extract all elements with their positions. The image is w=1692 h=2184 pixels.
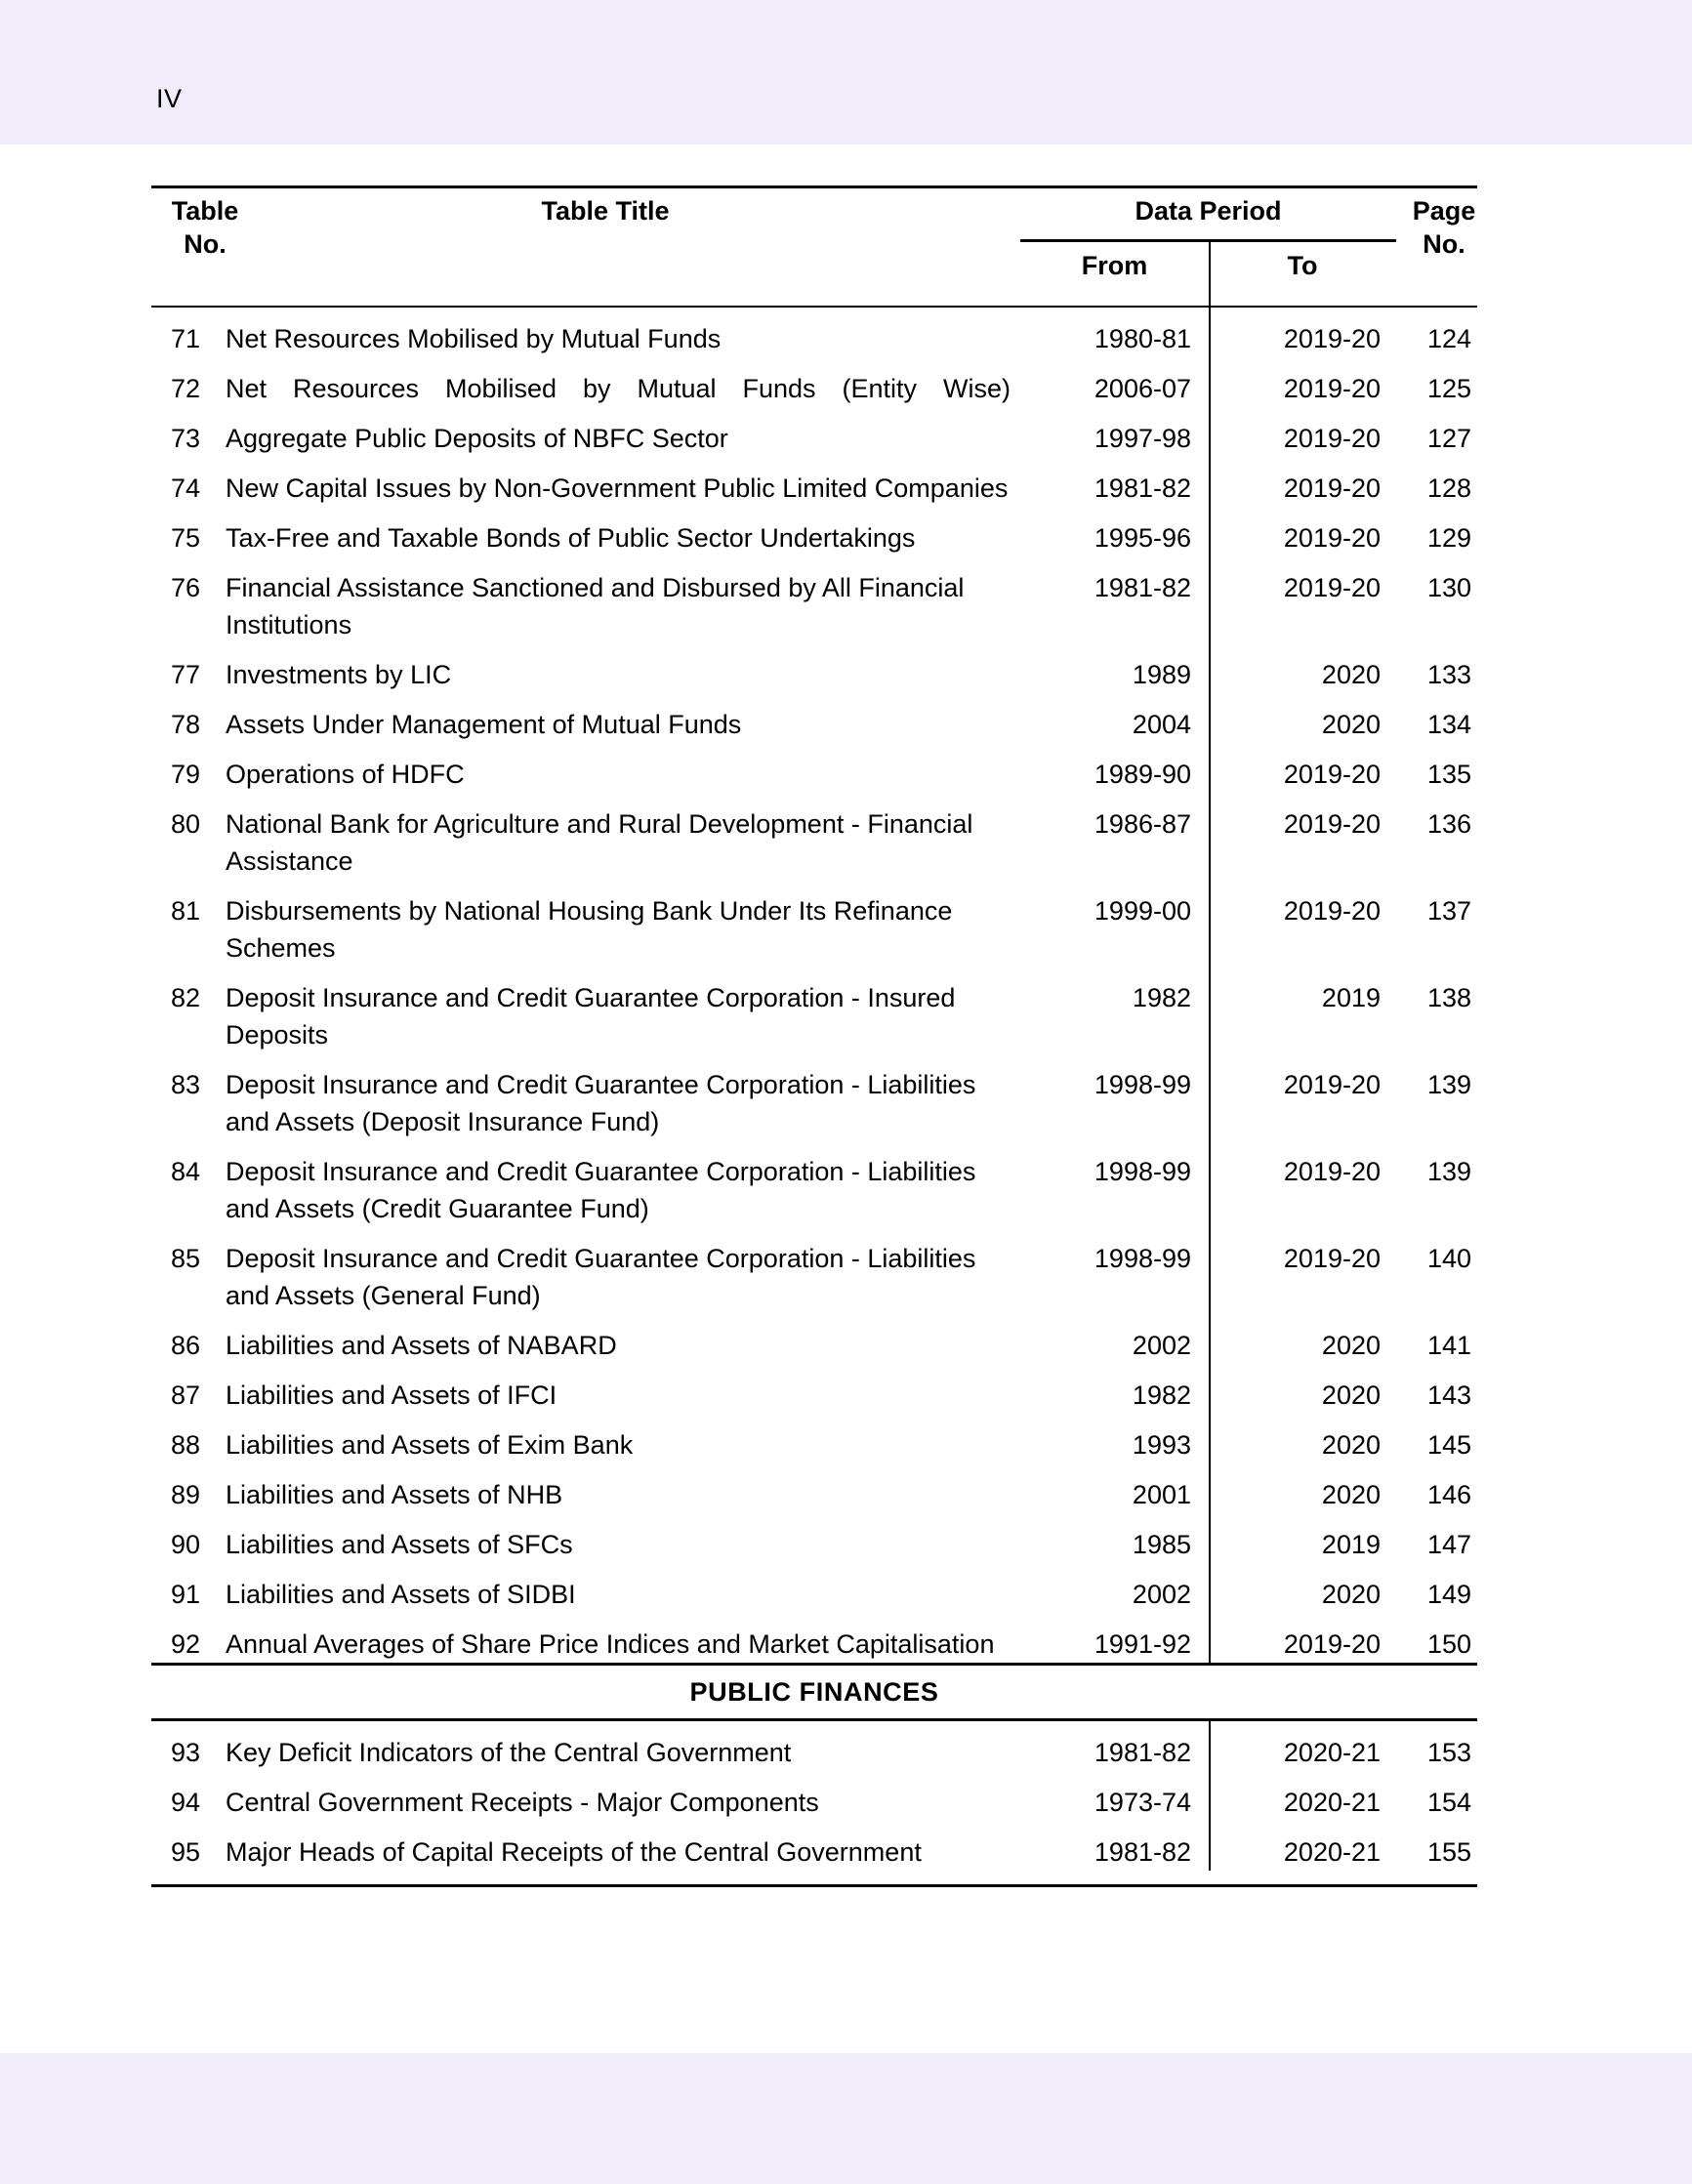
cell-table-title[interactable]: Investments by LIC xyxy=(226,660,452,689)
table-row[interactable] xyxy=(151,967,1477,1053)
cell-to: 2019-20 xyxy=(1283,324,1381,353)
cell-table-no: 76 xyxy=(170,573,200,602)
header-from: From xyxy=(1081,251,1148,280)
cell-page-no: 146 xyxy=(1426,1480,1471,1509)
cell-to: 2019-20 xyxy=(1283,523,1381,553)
cell-table-title[interactable]: Liabilities and Assets of SFCs xyxy=(226,1530,573,1559)
cell-from: 1997-98 xyxy=(1094,424,1191,453)
cell-table-title[interactable]: New Capital Issues by Non-Government Public Limited Companies xyxy=(226,474,1009,503)
cell-page-no: 150 xyxy=(1426,1629,1471,1659)
cell-to: 2019-20 xyxy=(1283,374,1381,403)
table-row[interactable] xyxy=(151,357,1477,407)
table-row[interactable] xyxy=(151,1314,1477,1364)
cell-table-title[interactable]: Liabilities and Assets of IFCI xyxy=(226,1380,557,1410)
cell-table-title[interactable]: Tax-Free and Taxable Bonds of Public Sector Undertakings xyxy=(226,523,916,553)
cell-table-no: 80 xyxy=(170,809,200,839)
cell-from: 1998-99 xyxy=(1094,1157,1191,1186)
cell-table-no: 91 xyxy=(170,1580,200,1609)
cell-to: 2019-20 xyxy=(1283,1157,1381,1186)
table-row[interactable] xyxy=(151,643,1477,693)
cell-from: 2006-07 xyxy=(1094,374,1191,403)
cell-table-title[interactable]: Key Deficit Indicators of the Central Government xyxy=(226,1738,792,1767)
cell-table-no: 82 xyxy=(170,983,200,1012)
header-page-no-line2: No. xyxy=(1423,229,1465,259)
cell-table-no: 78 xyxy=(170,710,200,739)
header-table-no xyxy=(151,194,259,261)
cell-table-title[interactable]: Central Government Receipts - Major Components xyxy=(226,1788,819,1817)
cell-to: 2019-20 xyxy=(1283,1070,1381,1099)
cell-from: 1999-00 xyxy=(1094,896,1191,926)
cell-page-no: 130 xyxy=(1426,573,1471,602)
table-row[interactable] xyxy=(151,457,1477,507)
folio-page-number: IV xyxy=(156,84,183,113)
table-row[interactable] xyxy=(151,556,1477,643)
table-row[interactable] xyxy=(151,1463,1477,1513)
cell-to: 2019-20 xyxy=(1283,1244,1381,1273)
cell-page-no: 138 xyxy=(1426,983,1471,1012)
cell-table-title[interactable]: Deposit Insurance and Credit Guarantee Corporation - Insured Deposits xyxy=(226,983,956,1050)
cell-from: 1998-99 xyxy=(1094,1070,1191,1099)
cell-table-title[interactable]: Operations of HDFC xyxy=(226,760,465,789)
cell-from: 1986-87 xyxy=(1094,809,1191,839)
cell-page-no: 147 xyxy=(1426,1530,1471,1559)
cell-to: 2020 xyxy=(1321,1331,1381,1360)
cell-to: 2020 xyxy=(1321,1380,1381,1410)
table-body-public-finances xyxy=(151,1721,1477,1871)
cell-table-title[interactable]: Liabilities and Assets of SIDBI xyxy=(226,1580,576,1609)
cell-table-no: 87 xyxy=(170,1380,200,1410)
cell-table-no: 79 xyxy=(170,760,200,789)
table-row[interactable] xyxy=(151,793,1477,880)
cell-from: 1993 xyxy=(1132,1430,1191,1460)
cell-from: 1995-96 xyxy=(1094,523,1191,553)
cell-table-no: 90 xyxy=(170,1530,200,1559)
cell-table-title[interactable]: Disbursements by National Housing Bank Under Its Refinance Schemes xyxy=(226,896,953,963)
cell-table-title[interactable]: Deposit Insurance and Credit Guarantee Corporation - Liabilities and Assets (Deposit Insurance Fund) xyxy=(226,1070,976,1136)
cell-page-no: 139 xyxy=(1426,1070,1471,1099)
cell-table-title[interactable]: Annual Averages of Share Price Indices and Market Capitalisation xyxy=(226,1629,995,1659)
section-heading-public-finances: PUBLIC FINANCES xyxy=(689,1677,939,1707)
cell-table-no: 73 xyxy=(170,424,200,453)
page-top-band xyxy=(0,0,1692,144)
cell-table-no: 83 xyxy=(170,1070,200,1099)
table-bottom-spacer xyxy=(151,1871,1477,1884)
table-row[interactable] xyxy=(151,880,1477,967)
table-row[interactable] xyxy=(151,1563,1477,1613)
table-row[interactable] xyxy=(151,693,1477,743)
cell-page-no: 135 xyxy=(1426,760,1471,789)
table-row[interactable] xyxy=(151,1613,1477,1663)
cell-page-no: 133 xyxy=(1426,660,1471,689)
cell-table-no: 92 xyxy=(170,1629,200,1659)
header-data-period: Data Period xyxy=(1135,196,1282,226)
cell-page-no: 129 xyxy=(1426,523,1471,553)
cell-from: 1989-90 xyxy=(1094,760,1191,789)
header-page-no xyxy=(1411,194,1477,261)
cell-from: 1989 xyxy=(1132,660,1191,689)
cell-table-title[interactable]: National Bank for Agriculture and Rural Development - Financial Assistance xyxy=(226,809,973,876)
cell-page-no: 125 xyxy=(1426,374,1471,403)
cell-table-no: 84 xyxy=(170,1157,200,1186)
cell-page-no: 145 xyxy=(1426,1430,1471,1460)
cell-from: 1985 xyxy=(1132,1530,1191,1559)
cell-table-no: 94 xyxy=(170,1788,200,1817)
cell-table-title[interactable]: Net Resources Mobilised by Mutual Funds xyxy=(226,324,722,353)
cell-to: 2020 xyxy=(1321,1480,1381,1509)
cell-page-no: 137 xyxy=(1426,896,1471,926)
cell-from: 2004 xyxy=(1132,710,1191,739)
cell-page-no: 136 xyxy=(1426,809,1471,839)
table-row[interactable] xyxy=(151,1771,1477,1821)
cell-page-no: 155 xyxy=(1426,1837,1471,1867)
cell-table-no: 77 xyxy=(170,660,200,689)
cell-from: 1991-92 xyxy=(1094,1629,1191,1659)
cell-page-no: 141 xyxy=(1426,1331,1471,1360)
table-row[interactable] xyxy=(151,507,1477,556)
cell-from: 1973-74 xyxy=(1094,1788,1191,1817)
cell-table-no: 85 xyxy=(170,1244,200,1273)
cell-from: 1981-82 xyxy=(1094,1837,1191,1867)
table-row[interactable] xyxy=(151,1414,1477,1463)
cell-to: 2019-20 xyxy=(1283,1629,1381,1659)
cell-to: 2019 xyxy=(1321,1530,1381,1559)
header-to: To xyxy=(1287,251,1318,280)
cell-from: 1982 xyxy=(1132,1380,1191,1410)
table-row[interactable] xyxy=(151,1140,1477,1227)
cell-from: 1998-99 xyxy=(1094,1244,1191,1273)
cell-page-no: 140 xyxy=(1426,1244,1471,1273)
header-page-no-line1: Page xyxy=(1412,196,1476,226)
cell-from: 2002 xyxy=(1132,1331,1191,1360)
cell-page-no: 153 xyxy=(1426,1738,1471,1767)
cell-from: 2002 xyxy=(1132,1580,1191,1609)
cell-page-no: 143 xyxy=(1426,1380,1471,1410)
cell-table-no: 75 xyxy=(170,523,200,553)
page-bottom-band xyxy=(0,2053,1692,2184)
cell-table-title[interactable]: Net Resources Mobilised by Mutual Funds (Entity Wise) xyxy=(226,374,1011,403)
cell-table-title[interactable]: Liabilities and Assets of NHB xyxy=(226,1480,563,1509)
cell-page-no: 154 xyxy=(1426,1788,1471,1817)
cell-to: 2020 xyxy=(1321,710,1381,739)
cell-to: 2020-21 xyxy=(1283,1738,1381,1767)
cell-table-no: 81 xyxy=(170,896,200,926)
cell-to: 2020-21 xyxy=(1283,1788,1381,1817)
table-row[interactable] xyxy=(151,743,1477,793)
table-row[interactable] xyxy=(151,1721,1477,1771)
header-table-no-line1: Table xyxy=(171,196,239,226)
table-row[interactable] xyxy=(151,1513,1477,1563)
table-body-financial xyxy=(151,308,1477,1663)
cell-page-no: 134 xyxy=(1426,710,1471,739)
cell-table-no: 95 xyxy=(170,1837,200,1867)
table-row[interactable] xyxy=(151,1053,1477,1140)
cell-page-no: 124 xyxy=(1426,324,1471,353)
cell-table-no: 89 xyxy=(170,1480,200,1509)
cell-table-title[interactable]: Assets Under Management of Mutual Funds xyxy=(226,710,742,739)
table-of-contents xyxy=(151,185,1477,1887)
cell-to: 2019-20 xyxy=(1283,896,1381,926)
cell-from: 2001 xyxy=(1132,1480,1191,1509)
cell-page-no: 127 xyxy=(1426,424,1471,453)
cell-to: 2019-20 xyxy=(1283,760,1381,789)
cell-table-title[interactable]: Major Heads of Capital Receipts of the Central Government xyxy=(226,1837,922,1867)
cell-table-no: 93 xyxy=(170,1738,200,1767)
cell-from: 1981-82 xyxy=(1094,1738,1191,1767)
table-bottom-rule xyxy=(151,1884,1477,1887)
cell-table-title[interactable]: Liabilities and Assets of Exim Bank xyxy=(226,1430,634,1460)
cell-to: 2020 xyxy=(1321,1580,1381,1609)
cell-table-title[interactable]: Deposit Insurance and Credit Guarantee Corporation - Liabilities and Assets (Credit Guarantee Fund) xyxy=(226,1157,976,1223)
cell-table-no: 86 xyxy=(170,1331,200,1360)
table-row[interactable] xyxy=(151,308,1477,357)
cell-table-no: 74 xyxy=(170,474,200,503)
header-table-title: Table Title xyxy=(541,196,670,226)
cell-table-title[interactable]: Aggregate Public Deposits of NBFC Sector xyxy=(226,424,728,453)
cell-table-no: 88 xyxy=(170,1430,200,1460)
cell-table-no: 72 xyxy=(170,374,200,403)
table-row[interactable] xyxy=(151,1364,1477,1414)
cell-to: 2019-20 xyxy=(1283,573,1381,602)
table-row[interactable] xyxy=(151,407,1477,457)
cell-to: 2019-20 xyxy=(1283,809,1381,839)
table-row[interactable] xyxy=(151,1821,1477,1871)
cell-page-no: 149 xyxy=(1426,1580,1471,1609)
cell-table-title[interactable]: Financial Assistance Sanctioned and Disbursed by All Financial Institutions xyxy=(226,573,965,639)
table-row[interactable] xyxy=(151,1227,1477,1314)
cell-to: 2020-21 xyxy=(1283,1837,1381,1867)
header-table-no-line2: No. xyxy=(184,229,227,259)
cell-from: 1982 xyxy=(1132,983,1191,1012)
cell-from: 1980-81 xyxy=(1094,324,1191,353)
table-header xyxy=(151,188,1477,306)
cell-table-title[interactable]: Deposit Insurance and Credit Guarantee Corporation - Liabilities and Assets (General Fund) xyxy=(226,1244,976,1310)
cell-to: 2020 xyxy=(1321,1430,1381,1460)
cell-page-no: 139 xyxy=(1426,1157,1471,1186)
cell-to: 2019-20 xyxy=(1283,474,1381,503)
cell-from: 1981-82 xyxy=(1094,474,1191,503)
cell-page-no: 128 xyxy=(1426,474,1471,503)
cell-to: 2019 xyxy=(1321,983,1381,1012)
cell-table-title[interactable]: Liabilities and Assets of NABARD xyxy=(226,1331,617,1360)
cell-to: 2020 xyxy=(1321,660,1381,689)
cell-from: 1981-82 xyxy=(1094,573,1191,602)
cell-to: 2019-20 xyxy=(1283,424,1381,453)
cell-table-no: 71 xyxy=(170,324,200,353)
